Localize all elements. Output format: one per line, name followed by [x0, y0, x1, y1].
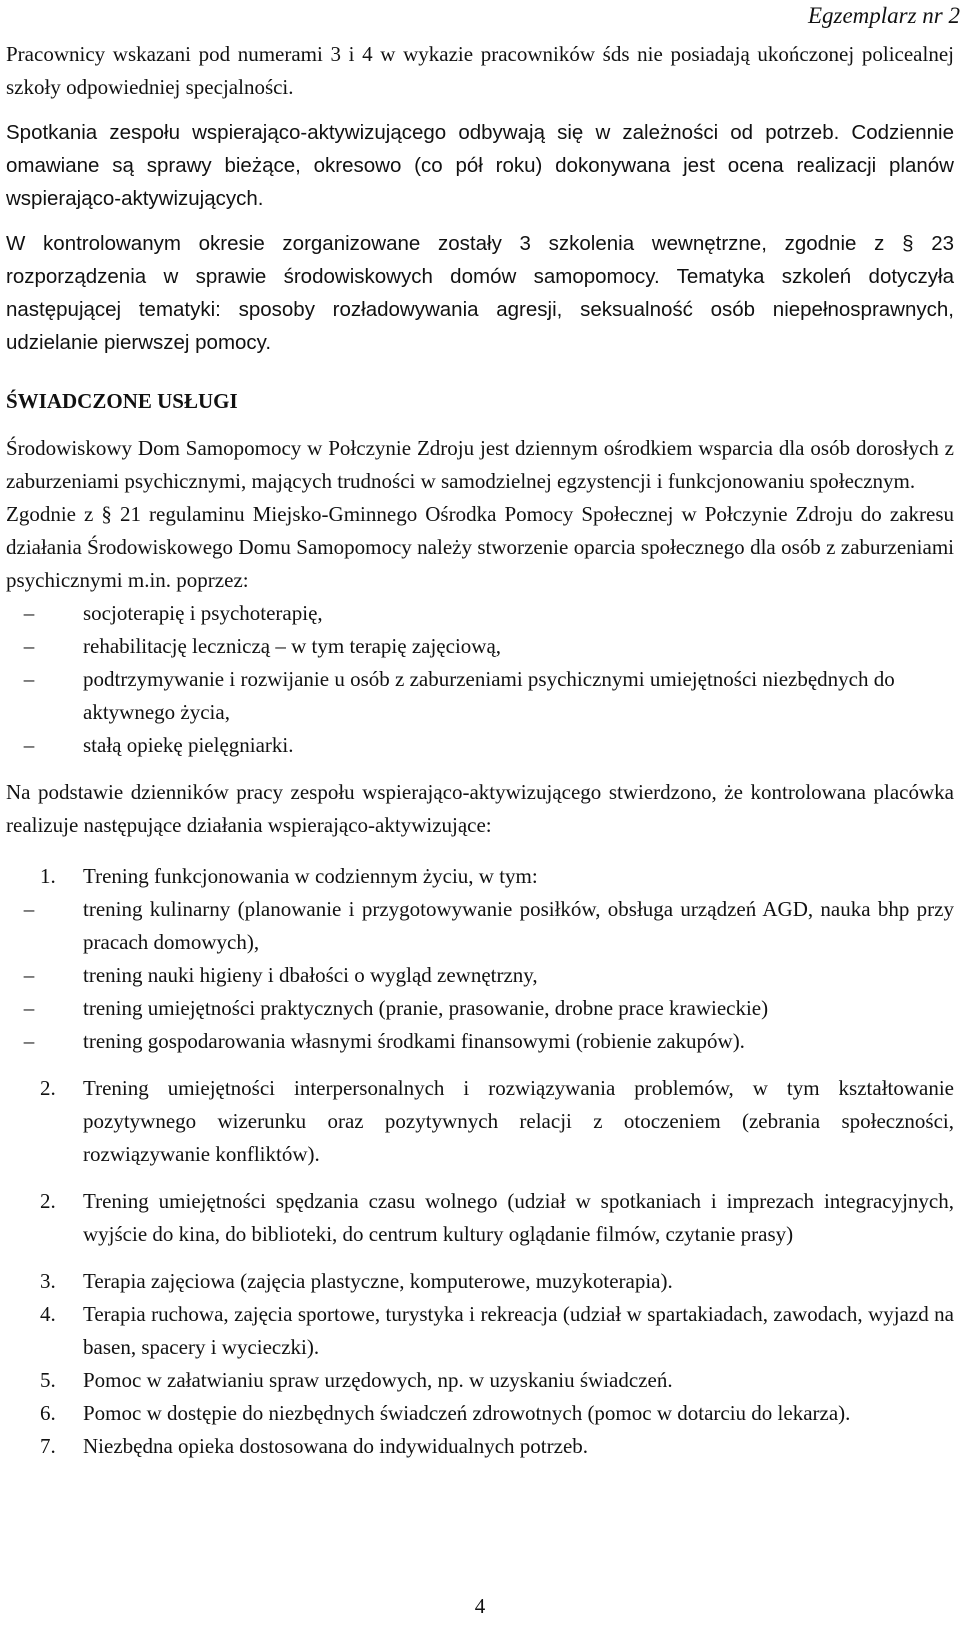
daily-training-sublist — [6, 893, 954, 1058]
list-dash: – — [23, 897, 35, 921]
list-item: – trening gospodarowania własnymi środkami finansowymi (robienie zakupów). — [6, 1025, 954, 1058]
list-item: 5. Pomoc w załatwianiu spraw urzędowych, np. w uzyskaniu świadczeń. — [40, 1368, 673, 1392]
list-item: – trening nauki higieny i dbałości o wygląd zewnętrzny, — [6, 959, 954, 992]
staff-qualification-paragraph: Pracownicy wskazani pod numerami 3 i 4 w wykazie pracowników śds nie posiadają ukończonej policealnej szkoły odpowiedniej specjalności. — [6, 42, 954, 99]
copy-number-label: Egzemplarz nr 2 — [807, 3, 960, 28]
list-item: – trening umiejętności praktycznych (pranie, prasowanie, drobne prace krawieckie) — [6, 992, 954, 1025]
list-dash: – — [23, 733, 35, 757]
trainings-paragraph: W kontrolowanym okresie zorganizowane zostały 3 szkolenia wewnętrzne, zgodnie z § 23 rozporządzenia w sprawie środowiskowych domów samopomocy. Tematyka szkoleń dotyczyła następującej tematyki: sposoby rozładowywania agresji, seksualność osób niepełnosprawnych, udzielanie pierwszej pomocy. — [6, 232, 954, 354]
regulation-paragraph: Zgodnie z § 21 regulaminu Miejsko-Gminnego Ośrodka Pomocy Społecznej w Połczynie Zdroju do zakresu działania Środowiskowego Domu Samopomocy należy stworzenie oparcia społecznego dla osób z zaburzeniami psychicznymi m.in. poprzez: — [6, 502, 954, 592]
list-item: – rehabilitację leczniczą – w tym terapię zajęciową, — [6, 630, 954, 663]
list-dash: – — [23, 1029, 35, 1053]
document-body — [6, 38, 954, 1463]
list-item: 6. Pomoc w dostępie do niezbędnych świadczeń zdrowotnych (pomoc w dotarciu do lekarza). — [40, 1401, 851, 1425]
list-item: 2. Trening umiejętności interpersonalnych i rozwiązywania problemów, w tym kształtowanie pozytywnego wizerunku oraz pozytywnych relacji z otoczeniem (zebrania społeczności, rozwiązywanie konfliktów). — [40, 1076, 954, 1166]
activities-list — [6, 860, 954, 893]
activities-intro-paragraph: Na podstawie dzienników pracy zespołu wspierająco-aktywizującego stwierdzono, że kontrolowana placówka realizuje następujące działania wspierająco-aktywizujące: — [6, 780, 954, 837]
list-item: – podtrzymywanie i rozwijanie u osób z zaburzeniami psychicznymi umiejętności niezbędnych do aktywnego życia, — [6, 663, 954, 729]
list-item: – stałą opiekę pielęgniarki. — [6, 729, 954, 762]
page-number: 4 — [474, 1594, 486, 1618]
list-item: 2. Trening umiejętności spędzania czasu wolnego (udział w spotkaniach i imprezach integracyjnych, wyjście do kina, do biblioteki, do centrum kultury oglądanie filmów, czytanie prasy) — [40, 1189, 954, 1246]
activities-list-continued — [6, 1072, 954, 1463]
list-item: – trening kulinarny (planowanie i przygotowywanie posiłków, obsługa urządzeń AGD, nauka bhp przy pracach domowych), — [6, 893, 954, 959]
list-dash: – — [23, 963, 35, 987]
list-item: 3. Terapia zajęciowa (zajęcia plastyczne, komputerowe, muzykoterapia). — [40, 1269, 673, 1293]
list-item: 4. Terapia ruchowa, zajęcia sportowe, turystyka i rekreacja (udział w spartakiadach, zawodach, wyjazd na basen, spacery i wycieczki). — [40, 1302, 954, 1359]
list-item: 1. Trening funkcjonowania w codziennym życiu, w tym: — [40, 864, 538, 888]
services-list — [6, 597, 954, 762]
institution-description-paragraph: Środowiskowy Dom Samopomocy w Połczynie Zdroju jest dziennym ośrodkiem wsparcia dla osób dorosłych z zaburzeniami psychicznymi, mających trudności w samodzielnej egzystencji i funkcjonowaniu społecznym. — [6, 436, 954, 493]
list-dash: – — [23, 601, 35, 625]
section-heading: ŚWIADCZONE USŁUGI — [6, 389, 238, 413]
list-dash: – — [23, 634, 35, 658]
list-item: 7. Niezbędna opieka dostosowana do indywidualnych potrzeb. — [40, 1434, 589, 1458]
list-dash: – — [23, 667, 35, 691]
list-dash: – — [23, 996, 35, 1020]
list-item: – socjoterapię i psychoterapię, — [6, 597, 954, 630]
team-meetings-paragraph: Spotkania zespołu wspierająco-aktywizującego odbywają się w zależności od potrzeb. Codziennie omawiane są sprawy bieżące, okresowo (co pół roku) dokonywana jest ocena realizacji planów wspierająco-aktywizujących. — [6, 121, 954, 210]
